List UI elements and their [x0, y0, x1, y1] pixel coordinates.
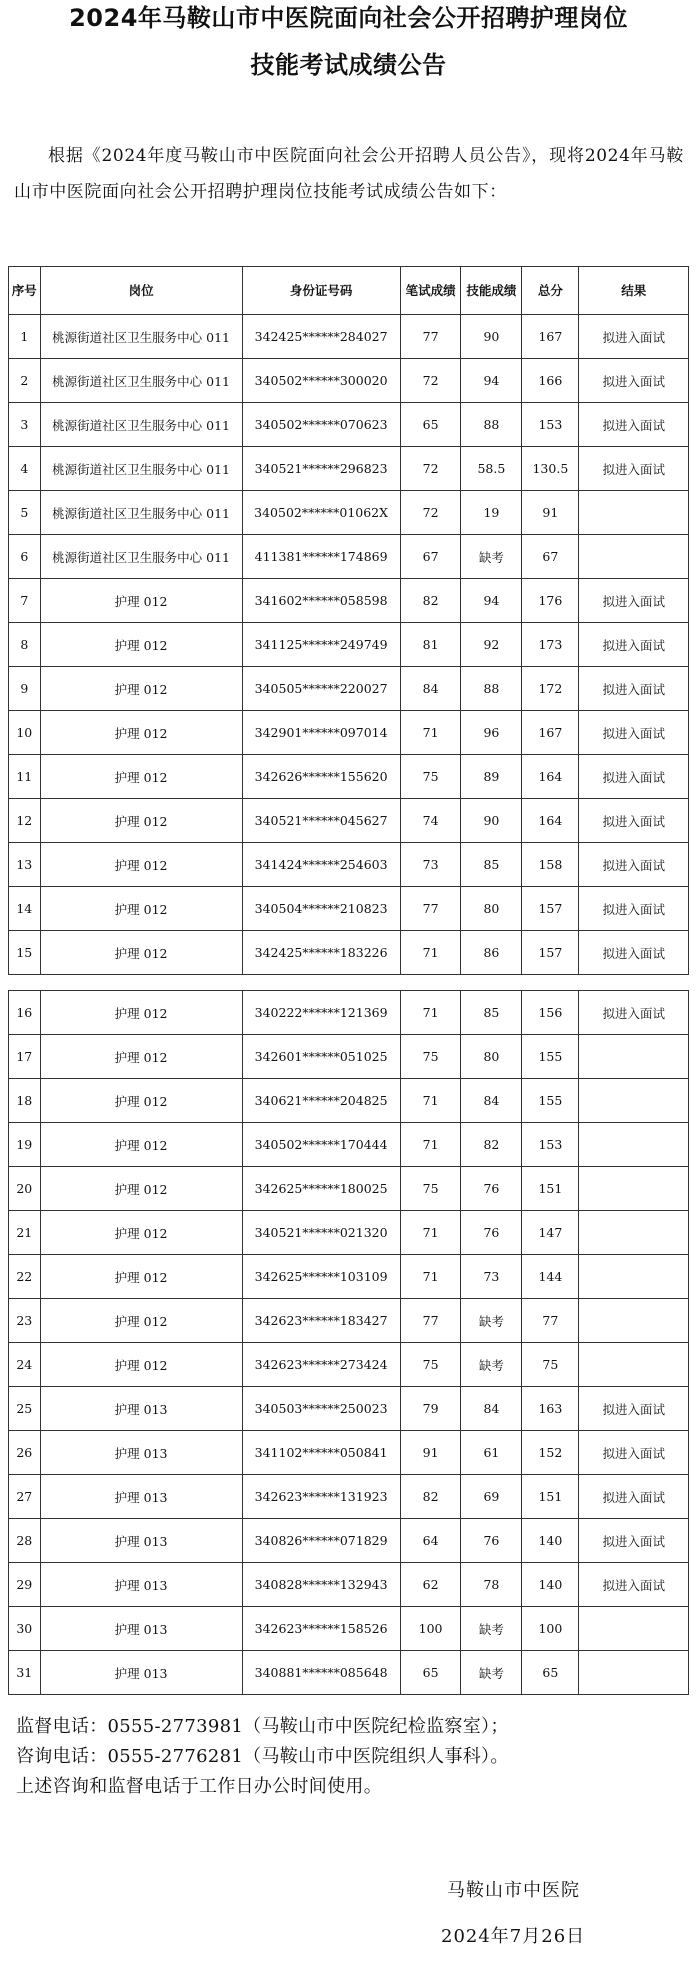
- cell-id-number: 342625******103109: [242, 1255, 400, 1299]
- table-row: [9, 887, 689, 931]
- table-row: [9, 359, 689, 403]
- cell-result: 拟进入面试: [579, 1475, 689, 1519]
- cell-total: 153: [522, 403, 579, 447]
- cell-total: 166: [522, 359, 579, 403]
- cell-result: [579, 1035, 689, 1079]
- cell-written-score: 75: [400, 1035, 461, 1079]
- cell-position: 桃源街道社区卫生服务中心 011: [40, 447, 242, 491]
- cell-total: 91: [522, 491, 579, 535]
- cell-position: 护理 012: [40, 991, 242, 1035]
- cell-skill-score: 86: [461, 931, 522, 975]
- cell-total: 140: [522, 1563, 579, 1607]
- cell-id-number: 340502******300020: [242, 359, 400, 403]
- cell-result: 拟进入面试: [579, 1519, 689, 1563]
- cell-written-score: 71: [400, 991, 461, 1035]
- cell-result: 拟进入面试: [579, 447, 689, 491]
- cell-id-number: 340828******132943: [242, 1563, 400, 1607]
- table-row: [9, 403, 689, 447]
- cell-result: 拟进入面试: [579, 359, 689, 403]
- cell-id-number: 411381******174869: [242, 535, 400, 579]
- cell-written-score: 79: [400, 1387, 461, 1431]
- table-row: [9, 1387, 689, 1431]
- table-row: [9, 1343, 689, 1387]
- cell-id-number: 342623******158526: [242, 1607, 400, 1651]
- cell-result: 拟进入面试: [579, 931, 689, 975]
- cell-skill-score: 76: [461, 1211, 522, 1255]
- cell-id-number: 340521******296823: [242, 447, 400, 491]
- cell-skill-score: 88: [461, 667, 522, 711]
- cell-result: 拟进入面试: [579, 1563, 689, 1607]
- cell-total: 176: [522, 579, 579, 623]
- table-row: [9, 843, 689, 887]
- cell-written-score: 91: [400, 1431, 461, 1475]
- table-row: [9, 623, 689, 667]
- cell-id-number: 341125******249749: [242, 623, 400, 667]
- cell-position: 桃源街道社区卫生服务中心 011: [40, 315, 242, 359]
- cell-id-number: 341424******254603: [242, 843, 400, 887]
- cell-id-number: 340521******045627: [242, 799, 400, 843]
- cell-written-score: 77: [400, 1299, 461, 1343]
- table-row: [9, 1167, 689, 1211]
- results-table-part1: [8, 266, 689, 975]
- cell-position: 护理 012: [40, 843, 242, 887]
- cell-id-number: 340502******170444: [242, 1123, 400, 1167]
- cell-skill-score: 96: [461, 711, 522, 755]
- cell-written-score: 65: [400, 403, 461, 447]
- cell-skill-score: 90: [461, 799, 522, 843]
- cell-index: 21: [9, 1211, 41, 1255]
- cell-written-score: 71: [400, 1079, 461, 1123]
- cell-id-number: 340505******220027: [242, 667, 400, 711]
- cell-written-score: 82: [400, 579, 461, 623]
- cell-skill-score: 69: [461, 1475, 522, 1519]
- cell-index: 11: [9, 755, 41, 799]
- cell-position: 护理 012: [40, 755, 242, 799]
- table-row: [9, 667, 689, 711]
- cell-id-number: 342623******131923: [242, 1475, 400, 1519]
- cell-result: [579, 1255, 689, 1299]
- cell-position: 护理 012: [40, 711, 242, 755]
- cell-total: 156: [522, 991, 579, 1035]
- cell-skill-score: 缺考: [461, 1607, 522, 1651]
- supervision-phone: 监督电话：0555-2773981（马鞍山市中医院纪检监察室）；: [16, 1716, 509, 1737]
- table-row: [9, 1211, 689, 1255]
- cell-index: 14: [9, 887, 41, 931]
- cell-id-number: 341102******050841: [242, 1431, 400, 1475]
- cell-id-number: 342425******284027: [242, 315, 400, 359]
- header-written-score: 笔试成绩: [400, 267, 461, 315]
- table-row: [9, 491, 689, 535]
- cell-total: 167: [522, 711, 579, 755]
- cell-result: [579, 1079, 689, 1123]
- cell-position: 护理 013: [40, 1475, 242, 1519]
- cell-index: 4: [9, 447, 41, 491]
- table-row: [9, 1519, 689, 1563]
- cell-result: 拟进入面试: [579, 403, 689, 447]
- cell-total: 167: [522, 315, 579, 359]
- phone-usage-note: 上述咨询和监督电话于工作日办公时间使用。: [16, 1776, 382, 1797]
- cell-result: 拟进入面试: [579, 1431, 689, 1475]
- cell-result: [579, 1167, 689, 1211]
- cell-skill-score: 缺考: [461, 1343, 522, 1387]
- cell-index: 17: [9, 1035, 41, 1079]
- cell-index: 30: [9, 1607, 41, 1651]
- cell-skill-score: 94: [461, 359, 522, 403]
- cell-written-score: 62: [400, 1563, 461, 1607]
- table-row: [9, 1475, 689, 1519]
- cell-index: 12: [9, 799, 41, 843]
- cell-written-score: 75: [400, 1343, 461, 1387]
- cell-position: 护理 013: [40, 1387, 242, 1431]
- cell-index: 24: [9, 1343, 41, 1387]
- cell-id-number: 342901******097014: [242, 711, 400, 755]
- cell-total: 65: [522, 1651, 579, 1695]
- cell-position: 护理 012: [40, 1299, 242, 1343]
- results-table-body-part2: [9, 991, 689, 1695]
- cell-position: 桃源街道社区卫生服务中心 011: [40, 403, 242, 447]
- cell-position: 护理 012: [40, 579, 242, 623]
- cell-position: 护理 012: [40, 887, 242, 931]
- cell-written-score: 71: [400, 711, 461, 755]
- cell-result: 拟进入面试: [579, 623, 689, 667]
- cell-index: 1: [9, 315, 41, 359]
- cell-position: 护理 012: [40, 623, 242, 667]
- header-id-number: 身份证号码: [242, 267, 400, 315]
- header-position: 岗位: [40, 267, 242, 315]
- cell-result: 拟进入面试: [579, 887, 689, 931]
- cell-id-number: 342623******183427: [242, 1299, 400, 1343]
- table-header-row: [9, 267, 689, 315]
- table-row: [9, 711, 689, 755]
- cell-written-score: 71: [400, 1123, 461, 1167]
- cell-skill-score: 73: [461, 1255, 522, 1299]
- cell-result: 拟进入面试: [579, 667, 689, 711]
- cell-written-score: 64: [400, 1519, 461, 1563]
- header-total: 总分: [522, 267, 579, 315]
- cell-written-score: 72: [400, 491, 461, 535]
- cell-index: 10: [9, 711, 41, 755]
- cell-total: 151: [522, 1167, 579, 1211]
- table-row: [9, 1299, 689, 1343]
- intro-paragraph: 根据《2024年度马鞍山市中医院面向社会公开招聘人员公告》，现将2024年马鞍山市中医院面向社会公开招聘护理岗位技能考试成绩公告如下：: [14, 146, 684, 202]
- cell-total: 157: [522, 931, 579, 975]
- cell-id-number: 340503******250023: [242, 1387, 400, 1431]
- cell-position: 护理 012: [40, 1123, 242, 1167]
- cell-position: 护理 013: [40, 1431, 242, 1475]
- cell-skill-score: 78: [461, 1563, 522, 1607]
- document-title-line1: 2024年马鞍山市中医院面向社会公开招聘护理岗位: [69, 4, 628, 32]
- cell-total: 140: [522, 1519, 579, 1563]
- table-row: [9, 1651, 689, 1695]
- cell-position: 护理 012: [40, 1079, 242, 1123]
- cell-total: 130.5: [522, 447, 579, 491]
- cell-index: 16: [9, 991, 41, 1035]
- cell-result: 拟进入面试: [579, 711, 689, 755]
- cell-index: 6: [9, 535, 41, 579]
- cell-id-number: 341602******058598: [242, 579, 400, 623]
- table-row: [9, 447, 689, 491]
- issuing-organization: 马鞍山市中医院: [447, 1880, 580, 1901]
- cell-skill-score: 84: [461, 1079, 522, 1123]
- cell-result: [579, 1211, 689, 1255]
- cell-skill-score: 82: [461, 1123, 522, 1167]
- cell-written-score: 81: [400, 623, 461, 667]
- cell-total: 147: [522, 1211, 579, 1255]
- cell-index: 22: [9, 1255, 41, 1299]
- cell-id-number: 340881******085648: [242, 1651, 400, 1695]
- cell-id-number: 342425******183226: [242, 931, 400, 975]
- cell-position: 护理 012: [40, 1343, 242, 1387]
- cell-written-score: 67: [400, 535, 461, 579]
- cell-index: 27: [9, 1475, 41, 1519]
- cell-position: 桃源街道社区卫生服务中心 011: [40, 359, 242, 403]
- cell-total: 163: [522, 1387, 579, 1431]
- cell-written-score: 84: [400, 667, 461, 711]
- cell-index: 29: [9, 1563, 41, 1607]
- cell-id-number: 340521******021320: [242, 1211, 400, 1255]
- cell-index: 5: [9, 491, 41, 535]
- cell-skill-score: 76: [461, 1167, 522, 1211]
- cell-index: 20: [9, 1167, 41, 1211]
- cell-total: 164: [522, 799, 579, 843]
- issue-date: 2024年7月26日: [441, 1926, 586, 1947]
- cell-total: 75: [522, 1343, 579, 1387]
- cell-result: 拟进入面试: [579, 991, 689, 1035]
- cell-position: 护理 012: [40, 1211, 242, 1255]
- cell-position: 桃源街道社区卫生服务中心 011: [40, 535, 242, 579]
- cell-index: 13: [9, 843, 41, 887]
- cell-position: 护理 012: [40, 1035, 242, 1079]
- cell-total: 155: [522, 1079, 579, 1123]
- cell-written-score: 72: [400, 447, 461, 491]
- cell-id-number: 340621******204825: [242, 1079, 400, 1123]
- cell-index: 3: [9, 403, 41, 447]
- cell-result: [579, 1651, 689, 1695]
- cell-skill-score: 80: [461, 887, 522, 931]
- cell-id-number: 342626******155620: [242, 755, 400, 799]
- cell-written-score: 77: [400, 887, 461, 931]
- cell-index: 25: [9, 1387, 41, 1431]
- table-row: [9, 579, 689, 623]
- cell-total: 172: [522, 667, 579, 711]
- cell-written-score: 100: [400, 1607, 461, 1651]
- header-skill-score: 技能成绩: [461, 267, 522, 315]
- cell-result: [579, 535, 689, 579]
- cell-index: 8: [9, 623, 41, 667]
- cell-index: 2: [9, 359, 41, 403]
- cell-written-score: 82: [400, 1475, 461, 1519]
- cell-written-score: 75: [400, 1167, 461, 1211]
- cell-index: 31: [9, 1651, 41, 1695]
- cell-written-score: 65: [400, 1651, 461, 1695]
- cell-position: 护理 012: [40, 931, 242, 975]
- cell-skill-score: 缺考: [461, 1651, 522, 1695]
- results-table-part2: [8, 990, 689, 1695]
- cell-total: 164: [522, 755, 579, 799]
- cell-written-score: 72: [400, 359, 461, 403]
- cell-skill-score: 缺考: [461, 1299, 522, 1343]
- cell-skill-score: 缺考: [461, 535, 522, 579]
- cell-skill-score: 84: [461, 1387, 522, 1431]
- cell-index: 9: [9, 667, 41, 711]
- cell-id-number: 340502******01062X: [242, 491, 400, 535]
- cell-position: 桃源街道社区卫生服务中心 011: [40, 491, 242, 535]
- cell-skill-score: 92: [461, 623, 522, 667]
- cell-total: 157: [522, 887, 579, 931]
- cell-id-number: 340504******210823: [242, 887, 400, 931]
- cell-result: 拟进入面试: [579, 843, 689, 887]
- cell-total: 152: [522, 1431, 579, 1475]
- cell-total: 173: [522, 623, 579, 667]
- table-row: [9, 1607, 689, 1651]
- cell-position: 护理 012: [40, 1255, 242, 1299]
- table-row: [9, 991, 689, 1035]
- cell-result: [579, 1299, 689, 1343]
- cell-skill-score: 19: [461, 491, 522, 535]
- cell-skill-score: 94: [461, 579, 522, 623]
- document-title-line2: 技能考试成绩公告: [250, 51, 447, 79]
- cell-index: 19: [9, 1123, 41, 1167]
- cell-total: 155: [522, 1035, 579, 1079]
- cell-skill-score: 58.5: [461, 447, 522, 491]
- cell-id-number: 340222******121369: [242, 991, 400, 1035]
- cell-result: [579, 1607, 689, 1651]
- table-row: [9, 755, 689, 799]
- cell-id-number: 340826******071829: [242, 1519, 400, 1563]
- cell-result: 拟进入面试: [579, 315, 689, 359]
- cell-position: 护理 012: [40, 1167, 242, 1211]
- table-row: [9, 1255, 689, 1299]
- cell-skill-score: 85: [461, 991, 522, 1035]
- cell-written-score: 71: [400, 1211, 461, 1255]
- cell-written-score: 75: [400, 755, 461, 799]
- cell-index: 26: [9, 1431, 41, 1475]
- cell-result: [579, 1123, 689, 1167]
- cell-position: 护理 012: [40, 667, 242, 711]
- cell-index: 15: [9, 931, 41, 975]
- table-row: [9, 1563, 689, 1607]
- cell-result: 拟进入面试: [579, 1387, 689, 1431]
- cell-skill-score: 61: [461, 1431, 522, 1475]
- cell-total: 158: [522, 843, 579, 887]
- header-index: 序号: [9, 267, 41, 315]
- table-row: [9, 315, 689, 359]
- cell-skill-score: 85: [461, 843, 522, 887]
- table-row: [9, 799, 689, 843]
- cell-written-score: 71: [400, 1255, 461, 1299]
- cell-skill-score: 80: [461, 1035, 522, 1079]
- cell-position: 护理 013: [40, 1607, 242, 1651]
- cell-index: 23: [9, 1299, 41, 1343]
- cell-total: 151: [522, 1475, 579, 1519]
- cell-total: 100: [522, 1607, 579, 1651]
- cell-written-score: 71: [400, 931, 461, 975]
- table-row: [9, 1123, 689, 1167]
- cell-written-score: 74: [400, 799, 461, 843]
- table-row: [9, 931, 689, 975]
- cell-skill-score: 89: [461, 755, 522, 799]
- cell-written-score: 77: [400, 315, 461, 359]
- cell-position: 护理 013: [40, 1519, 242, 1563]
- cell-skill-score: 76: [461, 1519, 522, 1563]
- cell-total: 77: [522, 1299, 579, 1343]
- table-row: [9, 1035, 689, 1079]
- cell-index: 7: [9, 579, 41, 623]
- cell-skill-score: 88: [461, 403, 522, 447]
- cell-total: 67: [522, 535, 579, 579]
- cell-position: 护理 012: [40, 799, 242, 843]
- cell-written-score: 73: [400, 843, 461, 887]
- cell-id-number: 342625******180025: [242, 1167, 400, 1211]
- cell-id-number: 342623******273424: [242, 1343, 400, 1387]
- cell-position: 护理 013: [40, 1563, 242, 1607]
- cell-result: [579, 1343, 689, 1387]
- cell-index: 28: [9, 1519, 41, 1563]
- cell-total: 144: [522, 1255, 579, 1299]
- results-table-body-part1: [9, 315, 689, 975]
- consultation-phone: 咨询电话：0555-2776281（马鞍山市中医院组织人事科）。: [16, 1746, 509, 1767]
- cell-result: 拟进入面试: [579, 799, 689, 843]
- cell-skill-score: 90: [461, 315, 522, 359]
- table-row: [9, 535, 689, 579]
- cell-position: 护理 013: [40, 1651, 242, 1695]
- cell-result: 拟进入面试: [579, 755, 689, 799]
- cell-total: 153: [522, 1123, 579, 1167]
- header-result: 结果: [579, 267, 689, 315]
- cell-index: 18: [9, 1079, 41, 1123]
- cell-id-number: 340502******070623: [242, 403, 400, 447]
- cell-result: [579, 491, 689, 535]
- cell-id-number: 342601******051025: [242, 1035, 400, 1079]
- table-row: [9, 1079, 689, 1123]
- cell-result: 拟进入面试: [579, 579, 689, 623]
- table-row: [9, 1431, 689, 1475]
